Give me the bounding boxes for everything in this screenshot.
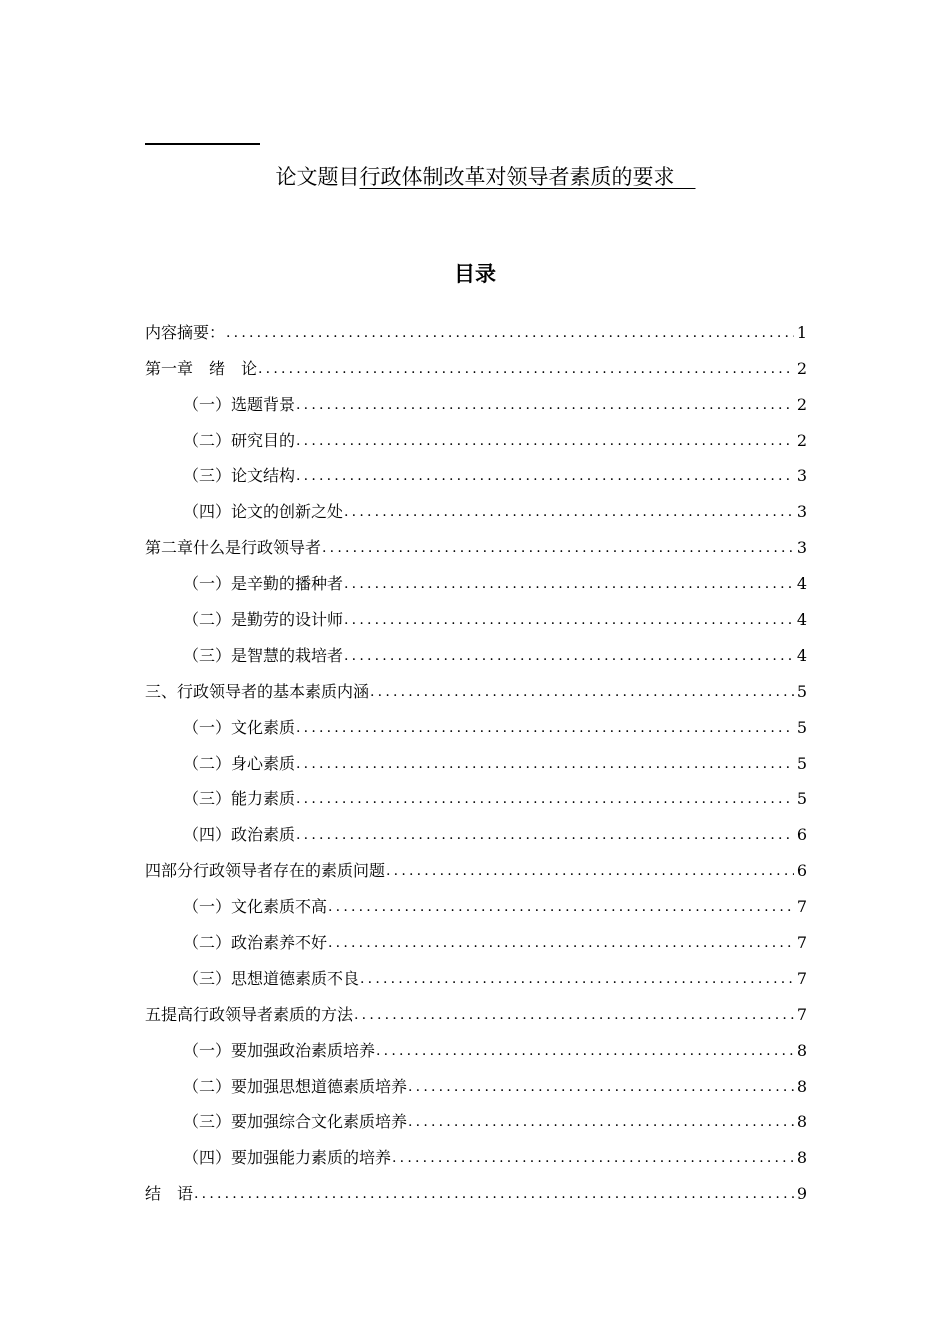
toc-entry-label: （一）文化素质: [183, 717, 296, 737]
toc-dot-leader: [296, 822, 794, 850]
toc-entry-label: （二）要加强思想道德素质培养: [183, 1076, 408, 1096]
toc-entry[interactable]: [145, 456, 807, 492]
toc-entry-label: （三）是智慧的栽培者: [183, 645, 344, 665]
toc-entry[interactable]: [145, 922, 807, 958]
toc-dot-leader: [296, 786, 794, 814]
toc-dot-leader: [322, 535, 794, 563]
toc-entry[interactable]: [145, 743, 807, 779]
toc-entry-page-number: 3: [796, 502, 807, 522]
toc-dot-leader: [392, 1145, 794, 1173]
toc-dot-leader: [296, 392, 794, 420]
toc-entry-page-number: 5: [796, 753, 807, 773]
toc-entry-label: 五提高行政领导者素质的方法: [145, 1004, 354, 1024]
toc-entry-page-number: 4: [796, 610, 807, 630]
toc-dot-leader: [296, 751, 794, 779]
toc-entry[interactable]: [145, 348, 807, 384]
toc-entry-label: （三）思想道德素质不良: [183, 968, 360, 988]
toc-entry-page-number: 2: [796, 430, 807, 450]
toc-entry-page-number: 2: [796, 394, 807, 414]
toc-entry-page-number: 8: [796, 1076, 807, 1096]
toc-entry-label: 三、行政领导者的基本素质内涵: [145, 681, 370, 701]
thesis-title-prefix: 论文题目: [275, 165, 360, 189]
toc-entry[interactable]: [145, 384, 807, 420]
toc-entry-label: （四）论文的创新之处: [183, 502, 344, 522]
toc-entry-label: （四）要加强能力素质的培养: [183, 1148, 392, 1168]
toc-dot-leader: [344, 571, 794, 599]
toc-dot-leader: [408, 1109, 794, 1137]
toc-entry-label: 第一章 绪 论: [145, 358, 258, 378]
toc-entry[interactable]: [145, 312, 807, 348]
toc-entry-label: （二）政治素养不好: [183, 933, 328, 953]
toc-entry[interactable]: [145, 1102, 807, 1138]
toc-entry-label: （三）能力素质: [183, 789, 296, 809]
thesis-title: [0, 162, 950, 192]
toc-dot-leader: [296, 428, 794, 456]
toc-entry-label: （二）研究目的: [183, 430, 296, 450]
toc-entry-label: （三）论文结构: [183, 466, 296, 486]
toc-entry-page-number: 7: [796, 933, 807, 953]
toc-entry[interactable]: [145, 779, 807, 815]
toc-dot-leader: [408, 1074, 794, 1102]
toc-list: [145, 312, 807, 1209]
toc-dot-leader: [258, 356, 794, 384]
toc-entry-page-number: 8: [796, 1040, 807, 1060]
toc-entry[interactable]: [145, 671, 807, 707]
toc-entry-page-number: 5: [796, 789, 807, 809]
toc-dot-leader: [354, 1002, 794, 1030]
toc-heading: 目录: [454, 262, 496, 286]
toc-dot-leader: [194, 1181, 794, 1209]
toc-entry-page-number: 8: [796, 1148, 807, 1168]
toc-entry-page-number: 4: [796, 574, 807, 594]
toc-entry-page-number: 1: [796, 322, 807, 342]
toc-entry-page-number: 9: [796, 1184, 807, 1204]
toc-entry-page-number: 8: [796, 1112, 807, 1132]
toc-entry[interactable]: [145, 635, 807, 671]
toc-entry[interactable]: [145, 1173, 807, 1209]
toc-entry-page-number: 7: [796, 968, 807, 988]
toc-entry-page-number: 3: [796, 466, 807, 486]
toc-entry-label: （三）要加强综合文化素质培养: [183, 1112, 408, 1132]
toc-entry-label: （一）文化素质不高: [183, 897, 328, 917]
toc-dot-leader: [370, 679, 794, 707]
toc-entry-page-number: 7: [796, 1004, 807, 1024]
toc-entry-label: 内容摘要：: [145, 322, 226, 342]
toc-entry[interactable]: [145, 850, 807, 886]
toc-entry-page-number: 4: [796, 645, 807, 665]
toc-entry[interactable]: [145, 563, 807, 599]
toc-entry-label: （二）身心素质: [183, 753, 296, 773]
toc-entry[interactable]: [145, 707, 807, 743]
toc-dot-leader: [328, 930, 794, 958]
toc-entry-page-number: 5: [796, 681, 807, 701]
thesis-title-text: 行政体制改革对领导者素质的要求: [359, 165, 675, 189]
toc-dot-leader: [344, 643, 794, 671]
top-rule: [145, 143, 260, 145]
toc-entry-page-number: 6: [796, 861, 807, 881]
toc-entry-page-number: 6: [796, 825, 807, 845]
toc-dot-leader: [296, 715, 794, 743]
toc-entry[interactable]: [145, 491, 807, 527]
toc-dot-leader: [376, 1038, 794, 1066]
toc-entry[interactable]: [145, 814, 807, 850]
toc-entry[interactable]: [145, 994, 807, 1030]
toc-entry-label: 结 语: [145, 1184, 194, 1204]
toc-entry-page-number: 2: [796, 358, 807, 378]
toc-entry[interactable]: [145, 958, 807, 994]
toc-entry[interactable]: [145, 1137, 807, 1173]
toc-entry[interactable]: [145, 1066, 807, 1102]
toc-entry-page-number: 7: [796, 897, 807, 917]
toc-entry-label: 第二章什么是行政领导者: [145, 538, 322, 558]
toc-entry-label: （二）是勤劳的设计师: [183, 610, 344, 630]
thesis-title-underline-tail: [675, 165, 696, 189]
toc-entry-page-number: 5: [796, 717, 807, 737]
toc-dot-leader: [386, 858, 794, 886]
toc-entry-label: （一）要加强政治素质培养: [183, 1040, 376, 1060]
toc-entry[interactable]: [145, 527, 807, 563]
toc-entry[interactable]: [145, 886, 807, 922]
toc-dot-leader: [296, 463, 794, 491]
toc-dot-leader: [328, 894, 794, 922]
toc-entry[interactable]: [145, 1030, 807, 1066]
toc-entry[interactable]: [145, 420, 807, 456]
toc-entry[interactable]: [145, 599, 807, 635]
toc-entry-page-number: 3: [796, 538, 807, 558]
toc-dot-leader: [344, 607, 794, 635]
toc-dot-leader: [226, 320, 794, 348]
toc-entry-label: 四部分行政领导者存在的素质问题: [145, 861, 386, 881]
toc-dot-leader: [344, 499, 794, 527]
toc-entry-label: （一）选题背景: [183, 394, 296, 414]
toc-entry-label: （四）政治素质: [183, 825, 296, 845]
toc-dot-leader: [360, 966, 794, 994]
toc-entry-label: （一）是辛勤的播种者: [183, 574, 344, 594]
